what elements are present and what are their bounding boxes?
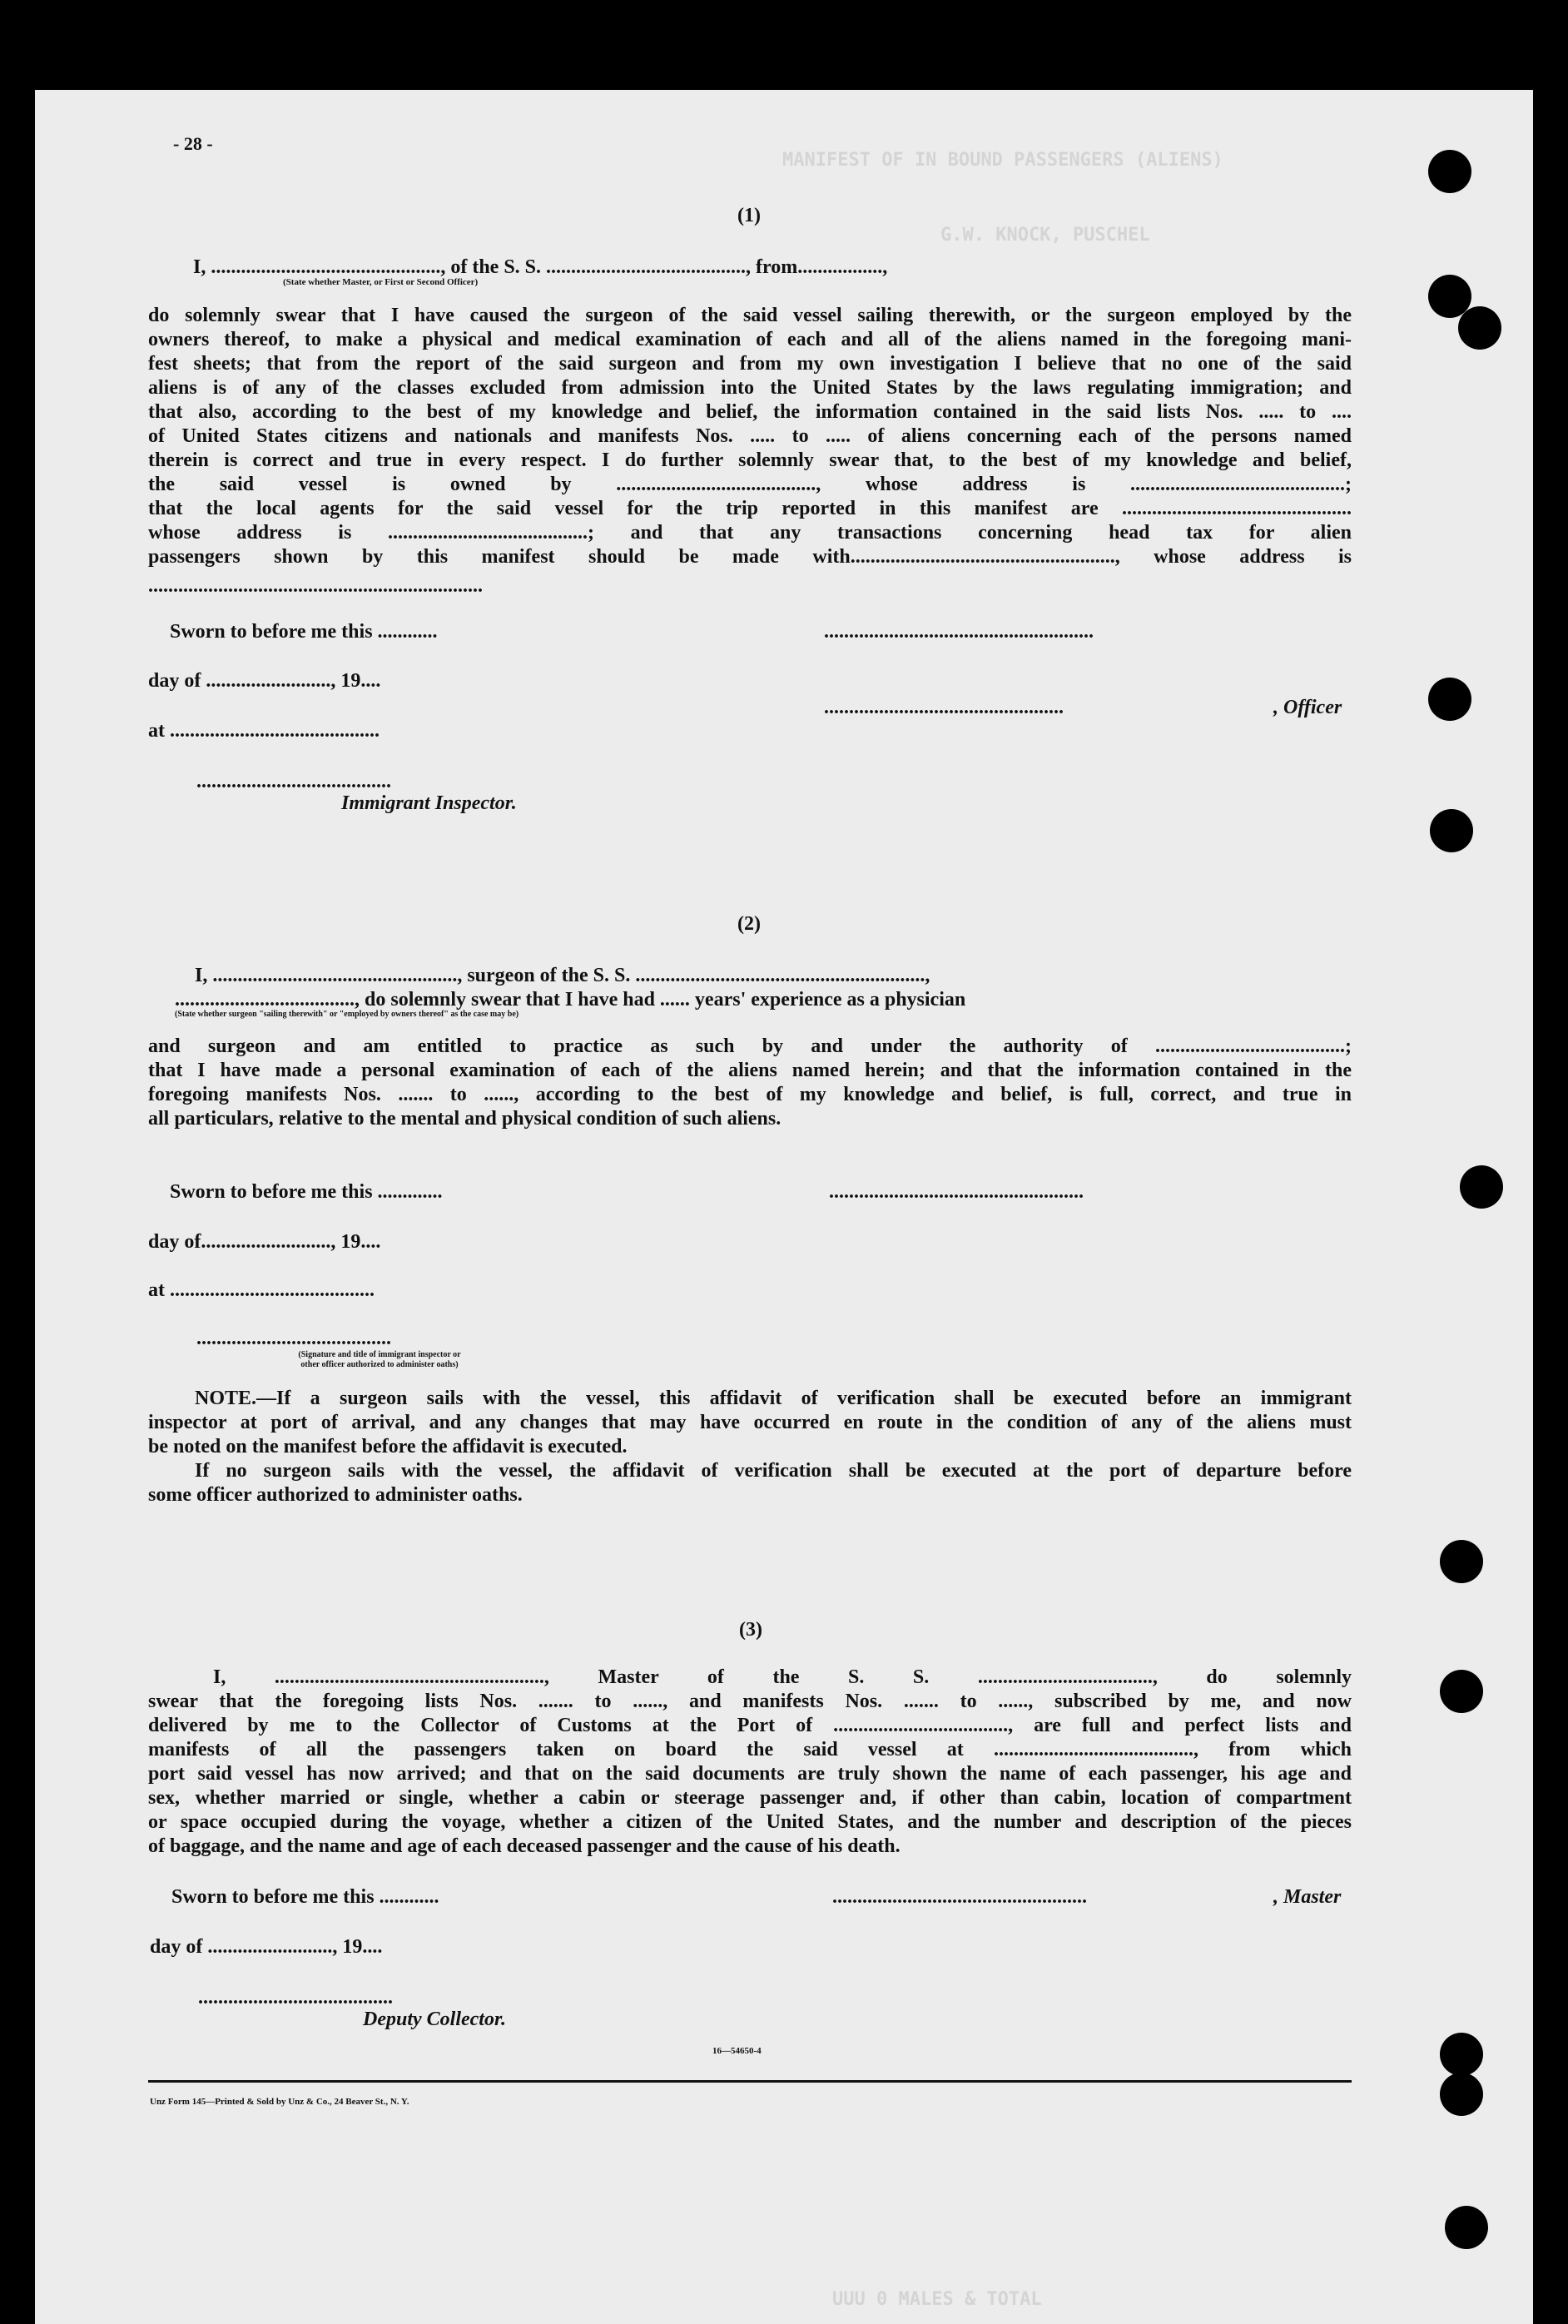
section-3-body (148, 1666, 1352, 1835)
section-1-line1: I, .............................................., of the S. S. ........................................, from................., (193, 256, 888, 278)
footer-imprint: Unz Form 145—Printed & Sold by Unz & Co., 24 Beaver St., N. Y. (150, 2097, 409, 2107)
section-2-note: (State whether surgeon "sailing therewith" or "employed by owners thereof" as the case may be) (175, 1010, 519, 1019)
punch-hole (1445, 2206, 1488, 2249)
body-line: fest sheets; that from the report of the said surgeon and from my own investigation I believe that no one of the said (148, 353, 1352, 375)
bleed-through-text: MANIFEST OF IN BOUND PASSENGERS (ALIENS) (782, 150, 1223, 171)
body-line: delivered by me to the Collector of Customs at the Port of ..................................., are full and perfect lists and (148, 1715, 1352, 1736)
note-line: NOTE.—If a surgeon sails with the vessel, this affidavit of verification shall be executed before an immigrant (195, 1388, 1352, 1409)
section-2-note-body (148, 1387, 1352, 1435)
body-line: I, ......................................................, Master of the S. S. ..................................., do solemnly (213, 1666, 1352, 1688)
body-line: do solemnly swear that I have caused the surgeon of the said vessel sailing therewith, or the surgeon employed by the (148, 305, 1352, 326)
section-1-inspector-label: Immigrant Inspector. (341, 792, 517, 814)
body-line: of United States citizens and nationals and manifests Nos. ..... to ..... of aliens concerning each of the persons named (148, 425, 1352, 447)
section-3-signature-line: ....................................... (198, 1987, 393, 2009)
section-1-day: day of ........................., 19.... (148, 670, 381, 692)
section-1-signature-line: ....................................... (196, 771, 391, 792)
section-3-master-label: , Master (1273, 1886, 1342, 1908)
body-line: foregoing manifests Nos. ....... to ......, according to the best of my knowledge and belief, is full, correct, and true in (148, 1084, 1352, 1105)
punch-hole (1428, 150, 1471, 193)
section-1-officer-line: ................................................ (824, 697, 1064, 718)
body-line: that also, according to the best of my knowledge and belief, the information contained in the said lists Nos. ..... to .... (148, 401, 1352, 423)
section-1-officer-label: , Officer (1273, 697, 1342, 718)
body-line: and surgeon and am entitled to practice as such by and under the authority of ......................................; (148, 1035, 1352, 1057)
section-2-note-last: be noted on the manifest before the affidavit is executed. (148, 1436, 628, 1457)
body-line: port said vessel has now arrived; and that on the said documents are truly shown the name of each passenger, his age and (148, 1763, 1352, 1785)
punch-hole (1440, 2073, 1483, 2116)
body-line: sex, whether married or single, whether a cabin or steerage passenger and, if other than cabin, location of compartment (148, 1787, 1352, 1809)
section-2-signature-note: (Signature and title of immigrant inspector or (298, 1350, 461, 1359)
note-line: inspector at port of arrival, and any changes that may have occurred en route in the condition of any of the aliens must (148, 1412, 1352, 1433)
footer-rule (148, 2080, 1352, 2083)
body-line: aliens is of any of the classes excluded from admission into the United States by the laws regulating immigration; and (148, 377, 1352, 399)
body-line: owners thereof, to make a physical and medical examination of each and all of the aliens named in the foregoing mani- (148, 329, 1352, 350)
section-1-number: (1) (737, 205, 761, 226)
punch-hole (1440, 2033, 1483, 2076)
bleed-through-text: UUU 0 MALES & TOTAL (832, 2289, 1042, 2310)
section-1-right-line: ...................................................... (824, 621, 1094, 643)
body-line: therein is correct and true in every respect. I do further solemnly swear that, to the best of my knowledge and belief, (148, 449, 1352, 471)
section-2-note-body-2 (195, 1459, 1352, 1483)
section-2-note-last-2: some officer authorized to administer oaths. (148, 1484, 523, 1506)
form-number: 16—54650-4 (712, 2046, 762, 2056)
section-2-signature-line: ....................................... (196, 1328, 391, 1349)
section-3-collector-label: Deputy Collector. (363, 2009, 506, 2030)
punch-hole (1428, 678, 1471, 721)
section-3-number: (3) (739, 1619, 762, 1641)
body-line: swear that the foregoing lists Nos. ....... to ......, and manifests Nos. ....... to ......, subscribed by me, and now (148, 1691, 1352, 1712)
note-line: If no surgeon sails with the vessel, the affidavit of verification shall be executed at the port of departure before (195, 1460, 1352, 1482)
body-line: the said vessel is owned by ........................................, whose address is ...........................................; (148, 474, 1352, 495)
punch-hole (1430, 809, 1473, 852)
section-2-day: day of.........................., 19.... (148, 1231, 381, 1253)
body-line: whose address is ........................................; and that any transactions concerning head tax for alien (148, 522, 1352, 544)
section-2-signature-note: other officer authorized to administer oaths) (300, 1360, 459, 1369)
section-2-at: at ......................................... (148, 1279, 375, 1301)
section-2-body (148, 1035, 1352, 1107)
body-line: passengers shown by this manifest should be made with....................................................., whose address is (148, 546, 1352, 568)
section-2-line2: ...................................., do solemnly swear that I have had ...... years' experience as a physician (175, 989, 966, 1011)
section-1-at: at .......................................... (148, 720, 380, 742)
body-line: that the local agents for the said vessel for the trip reported in this manifest are .............................................. (148, 498, 1352, 519)
body-line: that I have made a personal examination of each of the aliens named herein; and that the information contained in the (148, 1060, 1352, 1081)
section-3-master-line: ................................................... (832, 1886, 1087, 1908)
section-1-body (148, 304, 1352, 569)
section-3-sworn: Sworn to before me this ............ (171, 1886, 439, 1908)
section-2-number: (2) (737, 913, 761, 935)
section-2-last-line: all particulars, relative to the mental and physical condition of such aliens. (148, 1108, 782, 1130)
section-1-sworn: Sworn to before me this ............ (170, 621, 438, 643)
section-2-line1: I, ................................................., surgeon of the S. S. .........................................................., (195, 965, 930, 986)
punch-hole (1440, 1670, 1483, 1713)
punch-hole (1458, 306, 1501, 350)
body-line: or space occupied during the voyage, whether a citizen of the United States, and the number and description of the pieces (148, 1811, 1352, 1833)
section-1-tail: ................................................................... (148, 575, 483, 597)
punch-hole (1440, 1540, 1483, 1583)
section-3-last-line: of baggage, and the name and age of each deceased passenger and the cause of his death. (148, 1835, 901, 1857)
page-marker: - 28 - (173, 133, 213, 154)
bleed-through-text: G.W. KNOCK, PUSCHEL (940, 225, 1150, 246)
section-2-sworn: Sworn to before me this ............. (170, 1181, 443, 1203)
section-2-right-line: ................................................... (829, 1181, 1084, 1203)
section-3-day: day of ........................., 19.... (150, 1936, 383, 1958)
section-1-note: (State whether Master, or First or Second Officer) (283, 277, 479, 287)
punch-hole (1460, 1165, 1503, 1209)
body-line: manifests of all the passengers taken on board the said vessel at ........................................, from which (148, 1739, 1352, 1760)
